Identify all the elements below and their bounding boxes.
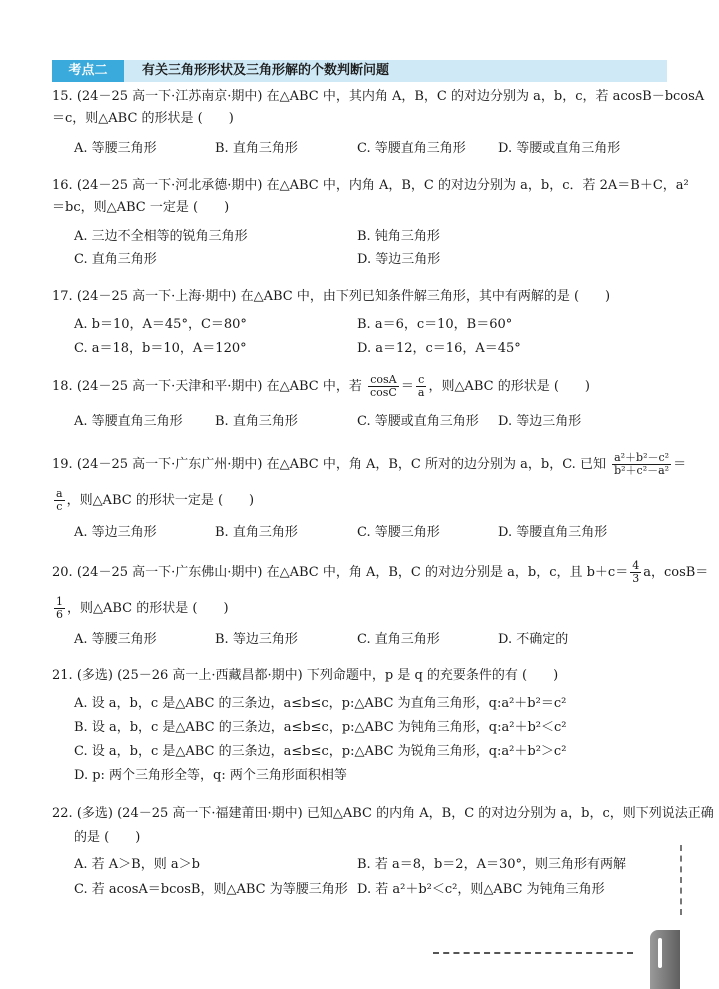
option-a[interactable]: A. 等腰直角三角形 — [74, 414, 183, 429]
question-19: 19. (24－25 高一下·广东广州·期中) 在△ABC 中，角 A，B，C 所对的边分别为 a，b，C. 已知 $\frac{\text{a²＋b²－c²}}{\text{b²＋c²－a²}}$ ＝ — [52, 451, 687, 477]
option-a[interactable]: A. 等腰三角形 — [74, 141, 157, 156]
question-20-cont: $\frac{1}{6}$ ，则△ABC 的形状是 ( ) — [56, 595, 229, 621]
option-d[interactable]: D. a＝12，c＝16，A＝45° — [357, 341, 521, 356]
question-number: 22. — [52, 806, 73, 821]
option-a[interactable]: A. 等边三角形 — [74, 525, 157, 540]
question-number: 16. — [52, 178, 73, 193]
question-number: 15. — [52, 89, 73, 104]
page-tab-icon — [650, 930, 680, 989]
fraction: $\frac{\text{a²＋b²－c²}}{\text{b²＋c²－a²}}$ — [614, 451, 670, 477]
option-b[interactable]: B. 直角三角形 — [215, 414, 298, 429]
question-text: (24－25 高一下·广东广州·期中) 在△ABC 中，角 A，B，C 所对的边分别为 a，b，C. 已知 — [76, 457, 606, 472]
option-c[interactable]: C. 等腰或直角三角形 — [357, 414, 479, 429]
question-text-tail: ，则△ABC 的形状是 ( ) — [428, 379, 590, 394]
fraction: $\frac{4}{3}$ — [632, 559, 640, 585]
option-c[interactable]: C. 等腰三角形 — [357, 525, 440, 540]
section-header — [52, 60, 667, 82]
question-15-cont: ＝c，则△ABC 的形状是 ( ) — [52, 111, 234, 126]
question-number: 18. — [52, 379, 73, 394]
question-text: (多选) (25－26 高一上·西藏昌都·期中) 下列命题中，p 是 q 的充要条件的有 ( ) — [76, 668, 559, 683]
question-text: (多选) (24－25 高一下·福建莆田·期中) 已知△ABC 的内角 A，B，C 的对边分别为 a，b，c，则下列说法正确 — [76, 806, 714, 821]
question-text: (24－25 高一下·广东佛山·期中) 在△ABC 中，角 A，B，C 的对边分别是 a，b，c，且 b＋c＝ — [76, 565, 629, 580]
option-a[interactable]: A. 三边不全相等的锐角三角形 — [74, 229, 248, 244]
option-d[interactable]: D. 不确定的 — [498, 632, 569, 647]
question-22 — [52, 805, 714, 823]
question-number: 21. — [52, 668, 73, 683]
option-b[interactable]: B. 设 a，b，c 是△ABC 的三条边，a≤b≤c，p:△ABC 为钝角三角形，q:a²＋b²＜c² — [74, 720, 567, 735]
option-c[interactable]: C. 直角三角形 — [74, 252, 157, 267]
question-19-cont: $\frac{a}{c}$ ，则△ABC 的形状一定是 ( ) — [56, 487, 255, 513]
question-text: (24－25 高一下·江苏南京·期中) 在△ABC 中，其内角 A，B，C 的对边分别为 a，b，c，若 acosB－bcosA — [76, 89, 705, 104]
question-22-cont: 的是 ( ) — [74, 830, 141, 845]
option-d[interactable]: D. 若 a²＋b²＜c²，则△ABC 为钝角三角形 — [357, 882, 605, 897]
option-c[interactable]: C. a＝18，b＝10，A＝120° — [74, 341, 247, 356]
question-text: (24－25 高一下·天津和平·期中) 在△ABC 中，若 — [76, 379, 362, 394]
question-text: (24－25 高一下·上海·期中) 在△ABC 中，由下列已知条件解三角形，其中有两解的是 ( ) — [76, 289, 611, 304]
question-18: 18. (24－25 高一下·天津和平·期中) 在△ABC 中，若 $\frac{\cos A}{\cos C}$ ＝ $\frac{c}{a}$ ，则△ABC 的形状是 ( ) — [52, 373, 590, 399]
fraction: $\frac{a}{c}$ — [56, 487, 63, 513]
option-c[interactable]: C. 若 acosA＝bcosB，则△ABC 为等腰三角形 — [74, 882, 348, 897]
option-b[interactable]: B. a＝6，c＝10，B＝60° — [357, 317, 513, 332]
dashed-divider-vertical — [680, 845, 682, 915]
question-16-cont: ＝bc，则△ABC 一定是 ( ) — [52, 200, 230, 215]
question-20: 20. (24－25 高一下·广东佛山·期中) 在△ABC 中，角 A，B，C 的对边分别是 a，b，c，且 b＋c＝ $\frac{4}{3}$ a，cosB＝ — [52, 559, 709, 585]
option-b[interactable]: B. 等边三角形 — [215, 632, 298, 647]
option-d[interactable]: D. 等腰或直角三角形 — [498, 141, 621, 156]
question-text: (24－25 高一下·河北承德·期中) 在△ABC 中，内角 A，B，C 的对边分别为 a，b，c．若 2A＝B＋C，a² — [76, 178, 689, 193]
option-a[interactable]: A. 等腰三角形 — [74, 632, 157, 647]
question-21 — [52, 667, 558, 685]
section-title: 有关三角形形状及三角形解的个数判断问题 — [142, 63, 390, 78]
section-tag: 考点二 — [52, 60, 124, 82]
question-15 — [52, 88, 704, 106]
option-a[interactable]: A. b＝10，A＝45°，C＝80° — [74, 317, 247, 332]
option-d[interactable]: D. 等腰直角三角形 — [498, 525, 608, 540]
question-number: 17. — [52, 289, 73, 304]
dashed-divider — [433, 952, 633, 954]
fraction: $\frac{\cos A}{\cos C}$ — [370, 373, 397, 399]
fraction: $\frac{c}{a}$ — [417, 373, 425, 399]
option-a[interactable]: A. 设 a，b，c 是△ABC 的三条边，a≤b≤c，p:△ABC 为直角三角形，q:a²＋b²＝c² — [74, 696, 567, 711]
option-a[interactable]: A. 若 A＞B，则 a＞b — [74, 857, 200, 872]
question-number: 20. — [52, 565, 73, 580]
option-c[interactable]: C. 等腰直角三角形 — [357, 141, 466, 156]
question-number: 19. — [52, 457, 73, 472]
option-c[interactable]: C. 设 a，b，c 是△ABC 的三条边，a≤b≤c，p:△ABC 为锐角三角形，q:a²＋b²＞c² — [74, 744, 567, 759]
option-b[interactable]: B. 若 a＝8，b＝2，A＝30°，则三角形有两解 — [357, 857, 626, 872]
option-d[interactable]: D. 等边三角形 — [498, 414, 582, 429]
question-17 — [52, 288, 610, 306]
fraction: $\frac{1}{6}$ — [56, 595, 63, 621]
option-b[interactable]: B. 直角三角形 — [215, 525, 298, 540]
option-b[interactable]: B. 钝角三角形 — [357, 229, 440, 244]
option-c[interactable]: C. 直角三角形 — [357, 632, 440, 647]
option-d[interactable]: D. p: 两个三角形全等，q: 两个三角形面积相等 — [74, 768, 347, 783]
question-16 — [52, 177, 689, 195]
option-d[interactable]: D. 等边三角形 — [357, 252, 441, 267]
option-b[interactable]: B. 直角三角形 — [215, 141, 298, 156]
